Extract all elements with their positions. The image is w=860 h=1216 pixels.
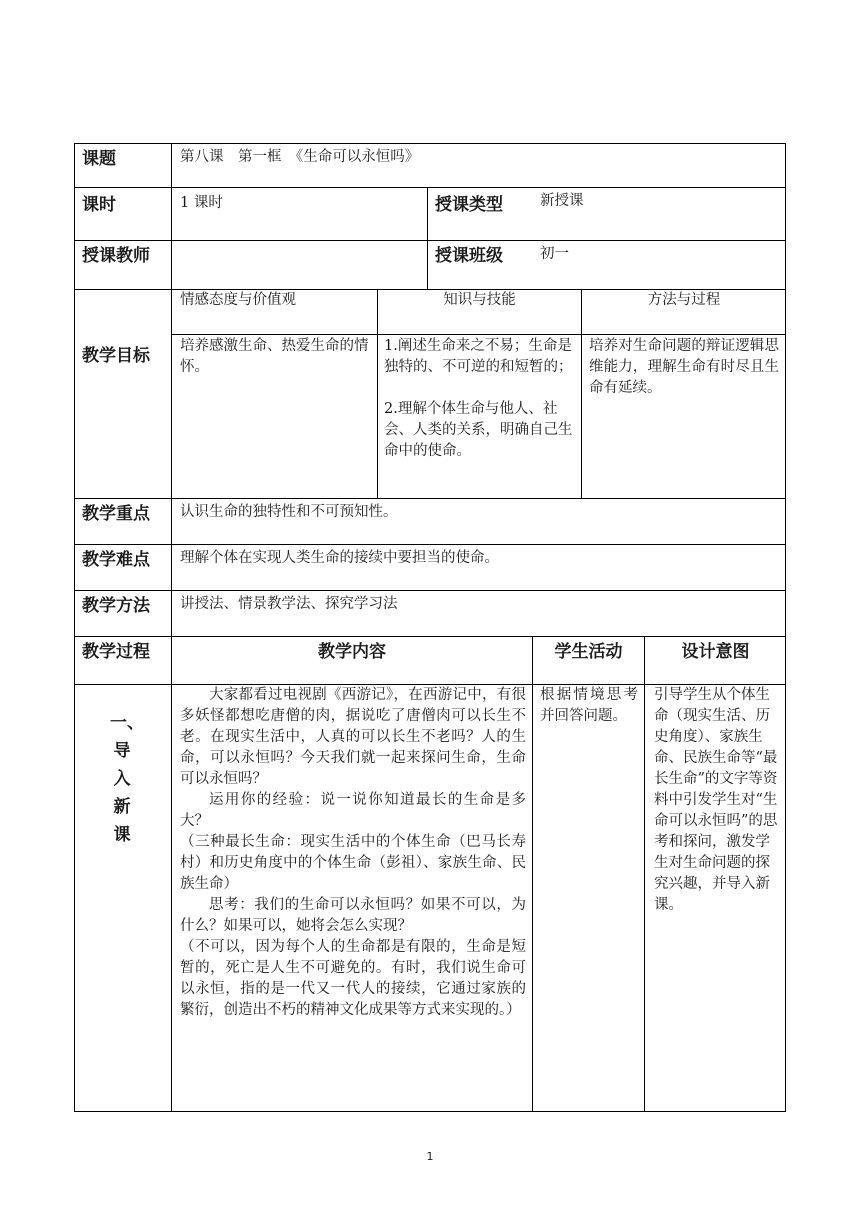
goals-header-knowledge: 知识与技能 xyxy=(443,292,516,308)
table-border-top xyxy=(74,143,786,144)
topic-label: 课题 xyxy=(82,149,116,169)
goals-knowledge-text-2: 2.理解个体生命与他人、社会、人类的关系，明确自己生命中的使命。 xyxy=(384,401,573,459)
goals-header-method: 方法与过程 xyxy=(647,292,721,308)
difficulty-label: 教学难点 xyxy=(82,550,150,570)
row-divider xyxy=(74,636,786,637)
difficulty-value: 理解个体在实现人类生命的接续中要担当的使命。 xyxy=(180,550,499,566)
goals-knowledge-text-1: 1.阐述生命来之不易；生命是独特的、不可逆的和短暂的； xyxy=(384,338,573,375)
row-divider xyxy=(74,187,786,188)
content-paragraph: （三种最长生命：现实生活中的个体生命（巴马长寿村）和历史角度中的个体生命（彭祖）、家族生命、民族生命） xyxy=(180,834,526,892)
row-divider xyxy=(74,544,786,545)
content-paragraph: 运用你的经验：说一说你知道最长的生命是多大？ xyxy=(180,792,526,829)
intent-header: 设计意图 xyxy=(681,642,750,662)
period-value: 1 课时 xyxy=(180,195,223,211)
key-point-label: 教学重点 xyxy=(82,504,150,524)
student-activity: 根据情境思考并回答问题。 xyxy=(540,687,638,724)
class-label: 授课班级 xyxy=(435,246,503,266)
content-header: 教学内容 xyxy=(318,642,386,662)
table-border-bottom xyxy=(74,1111,786,1112)
activity-header: 学生活动 xyxy=(554,642,623,662)
period-label: 课时 xyxy=(82,195,116,215)
col-divider xyxy=(377,289,378,498)
lesson-type-value: 新授课 xyxy=(540,193,584,209)
design-intent: 引导学生从个体生命（现实生活、历史角度）、家族生命、民族生命等“最长生命”的文字等资料中引发学生对“生命可以永恒吗”的思考和探问，激发学生对生命问题的探究兴趣，并导入新课。 xyxy=(654,687,778,913)
goals-label: 教学目标 xyxy=(82,346,150,366)
teacher-label: 授课教师 xyxy=(82,246,150,266)
table-border-right xyxy=(785,143,786,1112)
goals-emotion-text: 培养感激生命、热爱生命的情怀。 xyxy=(180,338,369,375)
content-paragraph: 思考：我们的生命可以永恒吗？如果不可以，为什么？如果可以，她将会怎么实现？ xyxy=(180,897,526,934)
method-label: 教学方法 xyxy=(82,596,150,616)
col-divider xyxy=(581,289,582,498)
col-divider xyxy=(532,636,533,1111)
goals-header-emotion: 情感态度与价值观 xyxy=(180,292,296,308)
method-value: 讲授法、情景教学法、探究学习法 xyxy=(180,596,398,612)
section-title: 一、导入新课 xyxy=(110,713,144,845)
goals-method-text: 培养对生命问题的辩证逻辑思维能力，理解生命有时尽且生命有延续。 xyxy=(589,338,779,396)
section-content xyxy=(180,685,526,1021)
row-divider xyxy=(171,334,786,335)
row-divider xyxy=(74,590,786,591)
lesson-plan-table xyxy=(74,143,786,1111)
content-paragraph: （不可以，因为每个人的生命都是有限的，生命是短暂的，死亡是人生不可避免的。有时，我们说生命可以永恒，指的是一代又一代人的接续，它通过家族的繁衍，创造出不朽的精神文化成果等方式来实现的。） xyxy=(180,939,526,1018)
row-divider xyxy=(74,498,786,499)
col-divider xyxy=(171,143,172,1112)
col-divider xyxy=(427,187,428,289)
process-label: 教学过程 xyxy=(82,642,150,662)
content-paragraph: 大家都看过电视剧《西游记》，在西游记中，有很多妖怪都想吃唐僧的肉，据说吃了唐僧肉可以长生不老。在现实生活中，人真的可以长生不老吗？人的生命，可以永恒吗？今天我们就一起来探问生命，生命可以永恒吗？ xyxy=(180,687,526,787)
class-value: 初一 xyxy=(540,246,569,262)
col-divider xyxy=(644,636,645,1111)
page-number: 1 xyxy=(426,1150,434,1163)
table-border-left xyxy=(74,143,75,1112)
key-point-value: 认识生命的独特性和不可预知性。 xyxy=(180,504,398,520)
topic-value: 第八课 第一框 《生命可以永恒吗》 xyxy=(180,149,420,165)
row-divider xyxy=(74,240,786,241)
lesson-type-label: 授课类型 xyxy=(435,195,503,215)
